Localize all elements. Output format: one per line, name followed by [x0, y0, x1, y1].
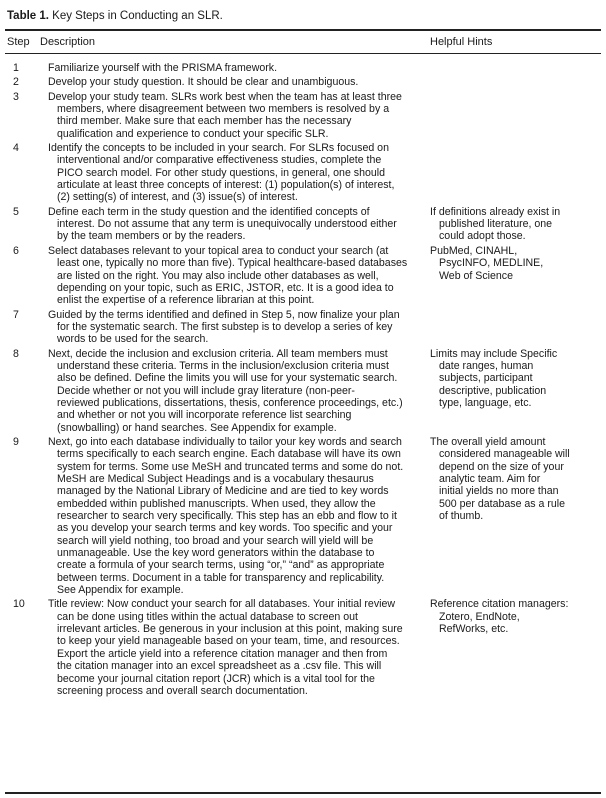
hint-line: Zotero, EndNote, [439, 610, 520, 623]
description-line: managed by the National Library of Medicine and are tied to key words [57, 485, 389, 498]
description-line: by the team members or by the readers. [57, 230, 246, 243]
step-number: 1 [13, 62, 19, 74]
step-description [33, 76, 425, 88]
description-line: articulate at least three concepts of interest: (1) population(s) of interest, [57, 179, 395, 192]
hint-line: RefWorks, etc. [439, 623, 509, 636]
table-row [0, 436, 606, 596]
header-rule [5, 53, 601, 54]
step-number: 9 [13, 435, 19, 448]
hint-line: analytic team. Aim for [439, 473, 541, 485]
hint-line: considered manageable will [439, 448, 570, 461]
step-number: 2 [13, 76, 19, 89]
description-line: See Appendix for example. [57, 584, 184, 597]
table-row [0, 62, 606, 74]
description-line: Next, decide the inclusion and exclusion criteria. All team members must [48, 347, 388, 360]
description-line: interventional and/or comparative effectiveness studies, complete the [57, 154, 382, 167]
table-row [0, 76, 606, 88]
helpful-hint [425, 436, 600, 596]
top-rule [5, 29, 601, 31]
table-label: Table 1. [7, 10, 49, 22]
description-line: can be done using titles within the actual database to screen out [57, 610, 358, 623]
step-number: 10 [13, 598, 25, 611]
hint-line: type, language, etc. [439, 396, 532, 409]
table-row [0, 91, 606, 140]
description-line: understand these criteria. Terms in the inclusion/exclusion criteria must [57, 359, 389, 372]
description-line: Familiarize yourself with the PRISMA framework. [48, 62, 278, 74]
description-line: for the systematic search. The first substep is to develop a series of key [57, 320, 393, 333]
table-row [0, 142, 606, 204]
step-description [33, 62, 425, 74]
step-description [33, 348, 425, 434]
description-line: become your journal citation report (JCR) which is a vital tool for the [57, 672, 375, 685]
description-line: members, where disagreement between two members is resolved by a [57, 103, 390, 116]
hint-line: 500 per database as a rule [439, 497, 566, 510]
step-number: 4 [13, 142, 19, 155]
hint-line: published literature, one [439, 218, 553, 231]
helpful-hint [425, 91, 600, 140]
description-line: search will yield nothing, too broad and your search will yield will be [57, 534, 374, 547]
description-line: Guided by the terms identified and defined in Step 5, now finalize your plan [48, 308, 400, 321]
hint-line: PsycINFO, MEDLINE, [439, 257, 544, 270]
step-number: 6 [13, 244, 19, 257]
hint-line: date ranges, human [439, 359, 534, 372]
description-line: Identify the concepts to be included in your search. For SLRs focused on [48, 142, 389, 155]
helpful-hint [425, 348, 600, 434]
table-row [0, 309, 606, 346]
hint-line: Web of Science [439, 269, 514, 282]
step-description [33, 142, 425, 204]
description-line: create a formula of your search terms, using “or,” “and” as appropriate [57, 559, 385, 572]
helpful-hint [425, 62, 600, 74]
helpful-hint [425, 142, 600, 204]
description-line: PICO search model. For other study questions, in general, one should [57, 166, 385, 179]
helpful-hint [425, 76, 600, 88]
description-line: the citation manager into an excel spreadsheet as a .csv file. This will [57, 660, 382, 673]
helpful-hint [425, 598, 600, 697]
step-description [33, 309, 425, 346]
description-line: system for terms. Some use MeSH and truncated terms and some do not. [57, 460, 404, 473]
description-line: enlist the expertise of a reference librarian at this point. [57, 294, 315, 307]
header-helpful-hints: Helpful Hints [430, 36, 493, 48]
hint-line: depend on the size of your [439, 460, 564, 473]
description-line: Title review: Now conduct your search for all databases. Your initial review [48, 598, 396, 611]
hint-line: If definitions already exist in [430, 205, 561, 218]
table-title [7, 9, 223, 23]
description-line: interest. Do not assume that any term is unequivocally understood either [57, 218, 397, 231]
table-row [0, 245, 606, 307]
description-line: researcher to search very specifically. This step has an ebb and flow to it [57, 510, 397, 523]
hint-line: initial yields no more than [439, 485, 559, 498]
description-line: (2) setting(s) of interest, and (3) issue(s) of interest. [57, 191, 298, 204]
description-line: are listed on the right. You may also include other databases as well, [57, 269, 379, 282]
table-row [0, 348, 606, 434]
description-line: Export the article yield into a reference citation manager and then from [57, 647, 388, 660]
header-description: Description [40, 36, 96, 48]
description-line: MeSH are Medical Subject Headings and is a vocabulary thesaurus [57, 473, 374, 485]
table-row [0, 206, 606, 243]
description-line: Define each term in the study question and the identified concepts of [48, 205, 370, 218]
step-description [33, 436, 425, 596]
step-description [33, 245, 425, 307]
helpful-hint [425, 206, 600, 243]
description-line: least one, typically no more than five). Typical healthcare-based databases [57, 257, 408, 270]
description-line: terms specifically to each search engine. Each database will have its own [57, 448, 401, 461]
description-line: as you develop your search terms and key words. Too specific and your [57, 522, 393, 535]
description-line: depending on your topic, such as ERIC, JSTOR, etc. It is a good idea to [57, 281, 394, 294]
description-line: Decide whether or not you will include gray literature (non-peer- [57, 384, 355, 397]
step-description [33, 91, 425, 140]
description-line: screening process and overall search documentation. [57, 684, 308, 697]
description-line: reviewed publications, dissertations, thesis, conference proceedings, etc.) [57, 396, 403, 409]
description-line: to keep your yield manageable based on your team, time, and resources. [57, 635, 400, 648]
hint-line: subjects, participant [439, 372, 533, 385]
hint-line: of thumb. [439, 510, 484, 523]
description-line: also be defined. Define the limits you will use for your systematic search. [57, 372, 398, 385]
step-description [33, 598, 425, 697]
description-line: Select databases relevant to your topical area to conduct your search (at [48, 244, 389, 257]
description-line: Develop your study question. It should be clear and unambiguous. [48, 76, 359, 89]
hint-line: The overall yield amount [430, 435, 546, 448]
hint-line: descriptive, publication [439, 384, 547, 397]
hint-line: could adopt those. [439, 230, 526, 243]
step-number: 3 [13, 90, 19, 103]
description-line: words to be used for the search. [57, 333, 209, 346]
helpful-hint [425, 245, 600, 307]
step-number: 8 [13, 347, 19, 360]
description-line: between terms. Document in a table for transparency and replicability. [57, 571, 385, 584]
description-line: third member. Make sure that each member has the necessary [57, 115, 352, 128]
hint-line: Reference citation managers: [430, 598, 569, 611]
step-description [33, 206, 425, 243]
table-caption: Key Steps in Conducting an SLR. [48, 10, 223, 22]
description-line: irrelevant articles. Be generous in your inclusion at this point, making sure [57, 623, 403, 636]
description-line: qualification and experience to conduct your specific SLR. [57, 127, 329, 140]
hint-line: Limits may include Specific [430, 347, 558, 360]
helpful-hint [425, 309, 600, 346]
step-number: 7 [13, 308, 19, 321]
table-body [0, 62, 606, 699]
description-line: unmanageable. Use the key word generators within the database to [57, 547, 375, 560]
description-line: embedded within published manuscripts. When used, they allow the [57, 497, 376, 510]
hint-line: PubMed, CINAHL, [430, 244, 518, 257]
description-line: (snowballing) or hand searches. See Appendix for example. [57, 421, 337, 434]
description-line: Next, go into each database individually to tailor your key words and search [48, 435, 402, 448]
description-line: and whether or not you will incorporate reference list searching [57, 409, 352, 422]
table-row [0, 598, 606, 697]
bottom-rule [5, 792, 601, 794]
header-step: Step [7, 36, 30, 48]
description-line: Develop your study team. SLRs work best when the team has at least three [48, 90, 402, 103]
step-number: 5 [13, 205, 19, 218]
